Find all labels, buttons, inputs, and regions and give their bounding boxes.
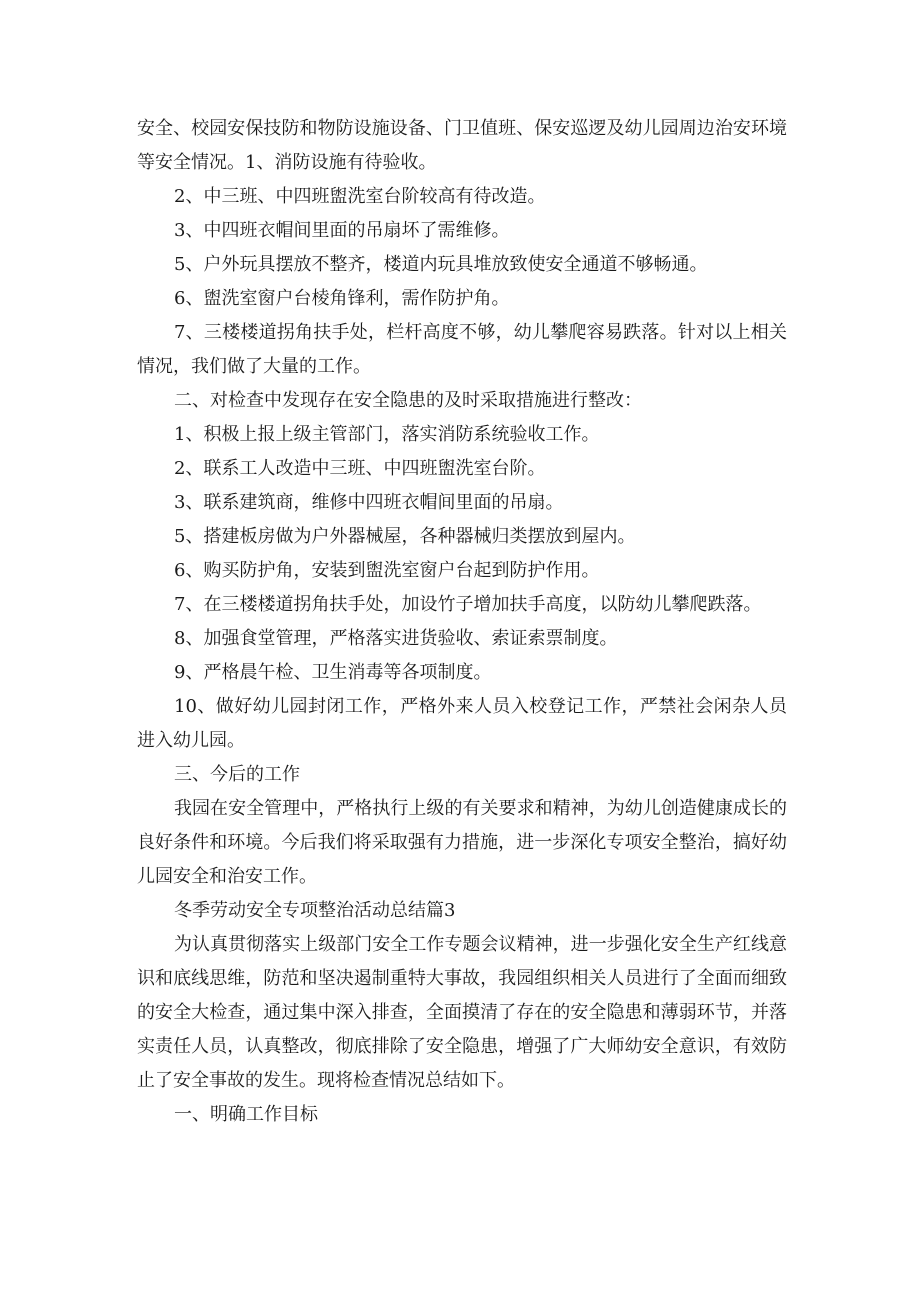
paragraph: 10、做好幼儿园封闭工作，严格外来人员入校登记工作，严禁社会闲杂人员进入幼儿园。	[137, 696, 787, 751]
document-body	[137, 112, 787, 1132]
section-heading: 一、明确工作目标	[174, 1104, 318, 1125]
paragraph: 3、联系建筑商，维修中四班衣帽间里面的吊扇。	[174, 492, 564, 513]
section-heading: 三、今后的工作	[174, 764, 300, 785]
paragraph: 2、中三班、中四班盥洗室台阶较高有待改造。	[174, 186, 546, 207]
paragraph: 3、中四班衣帽间里面的吊扇坏了需维修。	[174, 220, 510, 241]
paragraph: 6、盥洗室窗户台棱角锋利，需作防护角。	[174, 288, 510, 309]
paragraph: 为认真贯彻落实上级部门安全工作专题会议精神，进一步强化安全生产红线意识和底线思维，防范和坚决遏制重特大事故，我园组织相关人员进行了全面而细致的安全大检查，通过集中深入排查，全面摸清了存在的安全隐患和薄弱环节，并落实责任人员，认真整改，彻底排除了安全隐患，增强了广大师幼安全意识，有效防止了安全事故的发生。现将检查情况总结如下。	[137, 934, 787, 1091]
paragraph: 我园在安全管理中，严格执行上级的有关要求和精神，为幼儿创造健康成长的良好条件和环境。今后我们将采取强有力措施，进一步深化专项安全整治，搞好幼儿园安全和治安工作。	[137, 798, 787, 887]
article-title: 冬季劳动安全专项整治活动总结篇3	[174, 900, 456, 921]
paragraph: 1、积极上报上级主管部门，落实消防系统验收工作。	[174, 424, 600, 445]
section-heading: 二、对检查中发现存在安全隐患的及时采取措施进行整改：	[174, 390, 642, 411]
paragraph: 5、户外玩具摆放不整齐，楼道内玩具堆放致使安全通道不够畅通。	[174, 254, 708, 275]
paragraph: 6、购买防护角，安装到盥洗室窗户台起到防护作用。	[174, 560, 600, 581]
paragraph: 7、三楼楼道拐角扶手处，栏杆高度不够，幼儿攀爬容易跌落。针对以上相关情况，我们做了大量的工作。	[137, 322, 787, 377]
paragraph: 2、联系工人改造中三班、中四班盥洗室台阶。	[174, 458, 546, 479]
paragraph: 8、加强食堂管理，严格落实进货验收、索证索票制度。	[174, 628, 618, 649]
paragraph: 5、搭建板房做为户外器械屋，各种器械归类摆放到屋内。	[174, 526, 636, 547]
paragraph: 9、严格晨午检、卫生消毒等各项制度。	[174, 662, 492, 683]
paragraph: 安全、校园安保技防和物防设施设备、门卫值班、保安巡逻及幼儿园周边治安环境等安全情况。1、消防设施有待验收。	[137, 118, 787, 173]
paragraph: 7、在三楼楼道拐角扶手处，加设竹子增加扶手高度，以防幼儿攀爬跌落。	[174, 594, 762, 615]
